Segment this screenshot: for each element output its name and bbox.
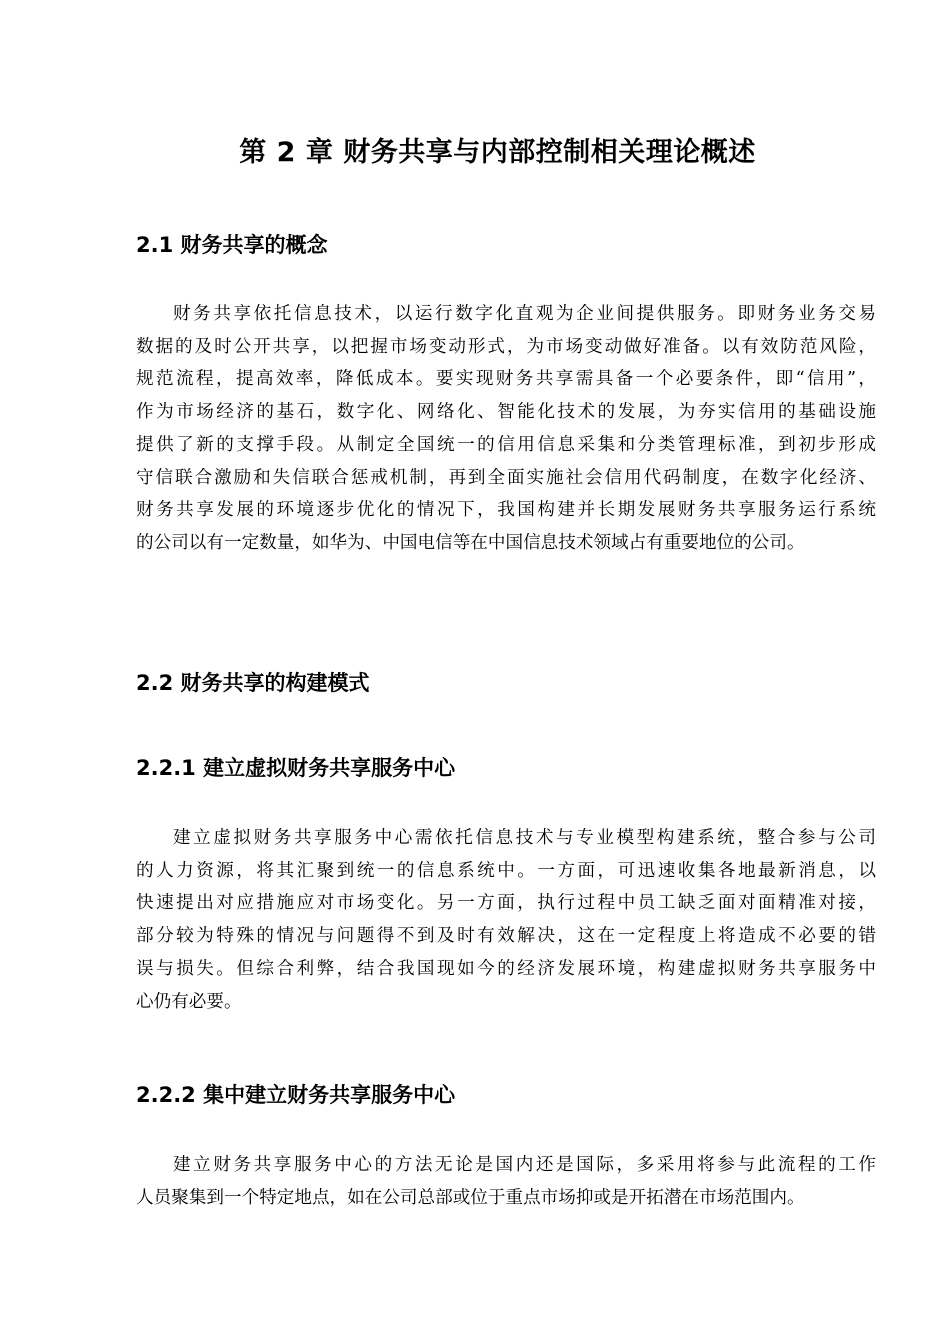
paragraph-line: 心仍有必要。: [136, 991, 242, 1012]
paragraph-line: 的人力资源，将其汇聚到统一的信息系统中。一方面，可迅速收集各地最新消息，以: [136, 860, 876, 881]
paragraph-line: 作为市场经济的基石，数字化、网络化、智能化技术的发展，为夯实信用的基础设施: [136, 402, 876, 423]
paragraph-line: 误与损失。但综合利弊，结合我国现如今的经济发展环境，构建虚拟财务共享服务中: [136, 958, 876, 979]
paragraph-line: 部分较为特殊的情况与问题得不到及时有效解决，这在一定程度上将造成不必要的错: [136, 926, 876, 947]
paragraph-line: 建立虚拟财务共享服务中心需依托信息技术与专业模型构建系统，整合参与公司: [173, 828, 876, 848]
paragraph-line: 人员聚集到一个特定地点，如在公司总部或位于重点市场抑或是开拓潜在市场范围内。: [136, 1187, 805, 1208]
paragraph-line: 规范流程，提高效率，降低成本。要实现财务共享需具备一个必要条件，即“信用”，: [136, 369, 876, 390]
paragraph-line: 守信联合激励和失信联合惩戒机制，再到全面实施社会信用代码制度，在数字化经济、: [136, 467, 876, 488]
section-heading-2-2-1: 2.2.1 建立虚拟财务共享服务中心: [136, 756, 456, 780]
paragraph-line: 的公司以有一定数量，如华为、中国电信等在中国信息技术领域占有重要地位的公司。: [136, 532, 805, 553]
paragraph-line: 财务共享依托信息技术，以运行数字化直观为企业间提供服务。即财务业务交易: [173, 304, 876, 324]
section-heading-2-2: 2.2 财务共享的构建模式: [136, 671, 370, 695]
paragraph-line: 提供了新的支撑手段。从制定全国统一的信用信息采集和分类管理标准，到初步形成: [136, 434, 876, 455]
section-2-2-2-paragraph: [136, 1149, 876, 1214]
paragraph-line: 建立财务共享服务中心的方法无论是国内还是国际，多采用将参与此流程的工作: [173, 1155, 876, 1175]
paragraph-line: 财务共享发展的环境逐步优化的情况下，我国构建并长期发展财务共享服务运行系统: [136, 500, 876, 521]
section-heading-2-1: 2.1 财务共享的概念: [136, 233, 328, 257]
section-2-2-1-paragraph: [136, 822, 876, 1018]
section-2-1-paragraph: [136, 298, 876, 560]
section-heading-2-2-2: 2.2.2 集中建立财务共享服务中心: [136, 1083, 456, 1107]
paragraph-line: 快速提出对应措施应对市场变化。另一方面，执行过程中员工缺乏面对面精准对接，: [136, 893, 876, 914]
chapter-title: 第 2 章 财务共享与内部控制相关理论概述: [239, 137, 756, 168]
paragraph-line: 数据的及时公开共享，以把握市场变动形式，为市场变动做好准备。以有效防范风险，: [136, 336, 876, 357]
